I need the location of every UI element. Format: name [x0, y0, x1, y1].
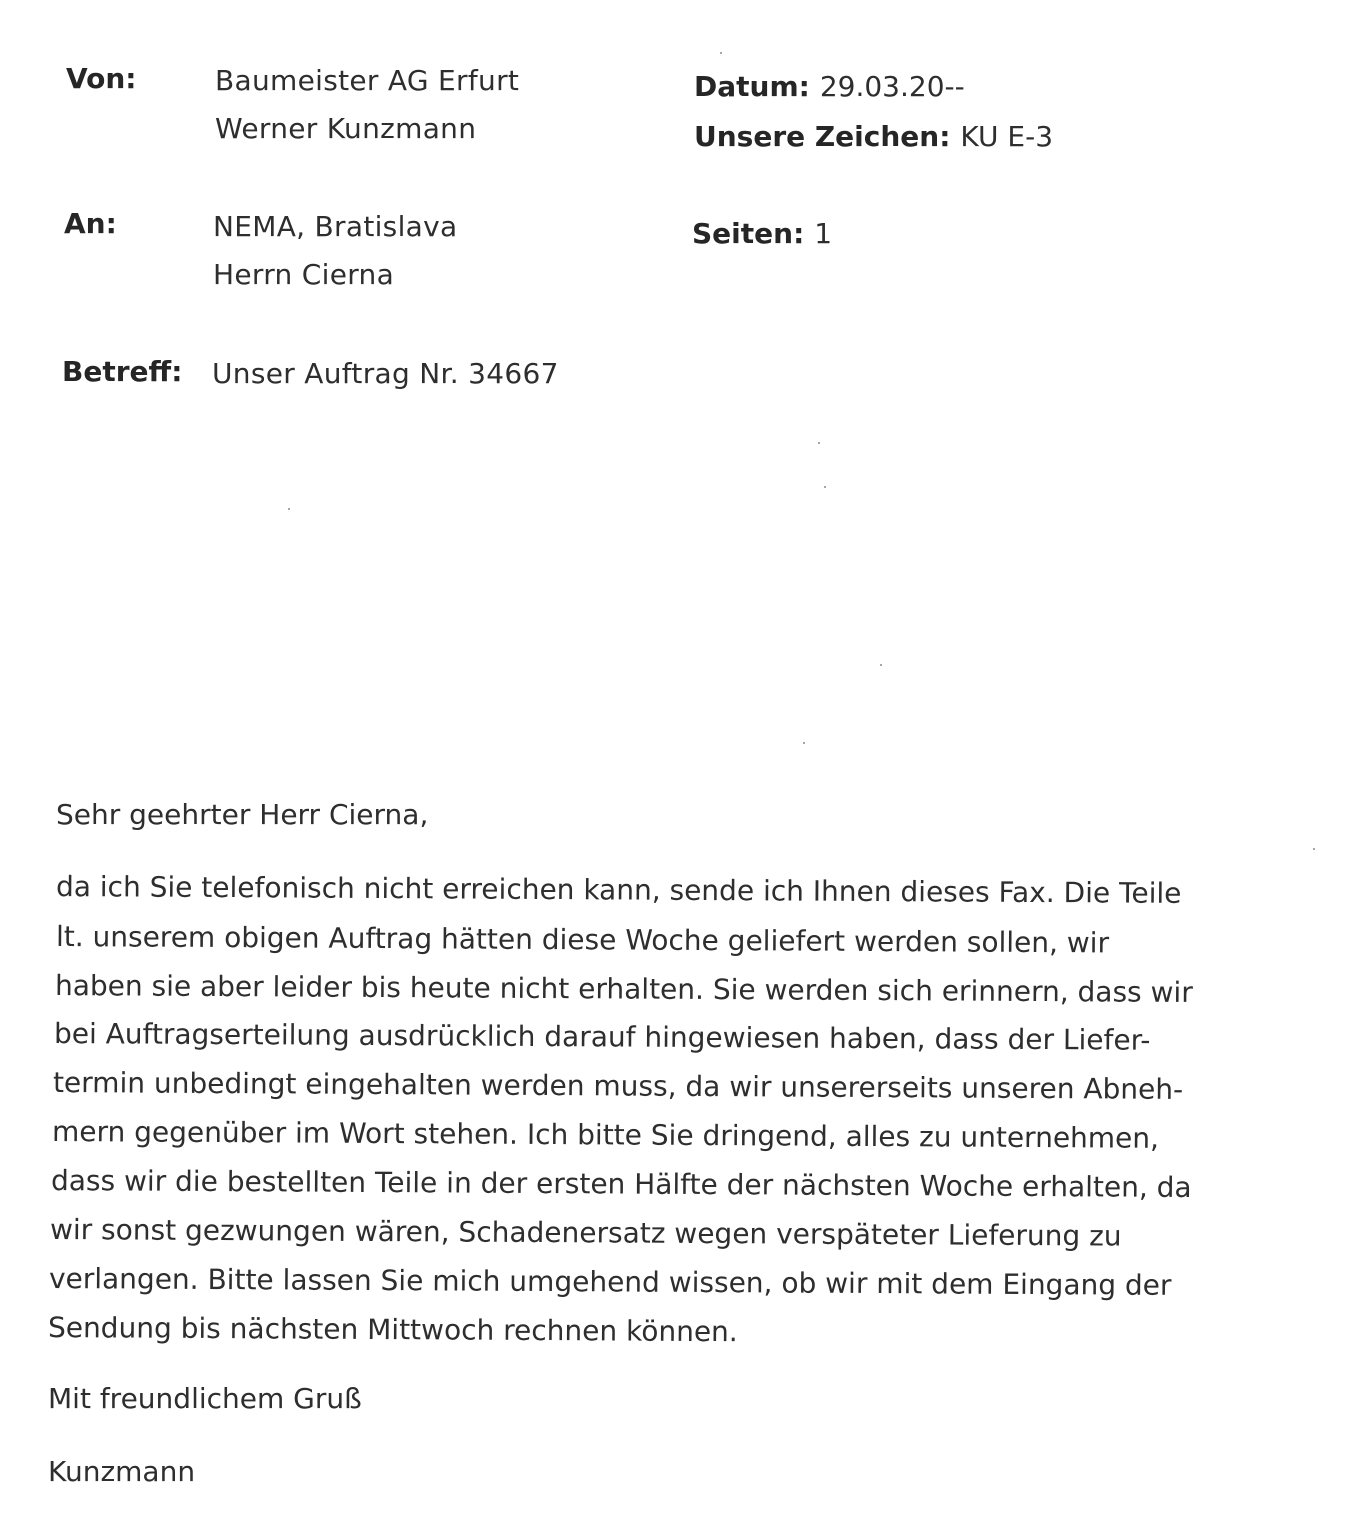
- body-line: Sendung bis nächsten Mittwoch rechnen können.: [47, 1311, 738, 1349]
- to-label: An:: [64, 207, 117, 240]
- date-row: [694, 70, 965, 103]
- to-company: NEMA, Bratislava: [213, 210, 458, 243]
- body-line: mern gegenüber im Wort stehen. Ich bitte Sie dringend, alles zu unternehmen,: [51, 1115, 1160, 1155]
- from-company: Baumeister AG Erfurt: [215, 64, 520, 97]
- reference-row: [694, 120, 1053, 153]
- body-line: haben sie aber leider bis heute nicht erhalten. Sie werden sich erinnern, dass wir: [54, 969, 1193, 1009]
- body-line: da ich Sie telefonisch nicht erreichen kann, sende ich Ihnen dieses Fax. Die Teile: [55, 870, 1182, 910]
- pages-value: 1: [814, 217, 833, 250]
- body-line: verlangen. Bitte lassen Sie mich umgehend wissen, ob wir mit dem Eingang der: [48, 1262, 1172, 1302]
- body-line: bei Auftragserteilung ausdrücklich darauf hingewiesen haben, dass der Liefer-: [53, 1017, 1151, 1057]
- from-label: Von:: [66, 62, 137, 95]
- pages-row: [692, 217, 832, 250]
- scan-speck: [818, 442, 820, 444]
- scan-speck: [1313, 848, 1315, 850]
- scan-speck: [720, 52, 722, 54]
- subject-value: Unser Auftrag Nr. 34667: [212, 357, 559, 390]
- pages-label: Seiten:: [692, 217, 805, 250]
- subject-label: Betreff:: [62, 355, 183, 388]
- signature: Kunzmann: [48, 1455, 196, 1488]
- reference-label: Unsere Zeichen:: [694, 120, 951, 153]
- to-person: Herrn Cierna: [213, 258, 395, 291]
- scan-speck: [880, 664, 882, 666]
- scan-speck: [824, 486, 826, 488]
- reference-value: KU E-3: [960, 120, 1054, 153]
- salutation: Sehr geehrter Herr Cierna,: [56, 798, 429, 831]
- body-line: wir sonst gezwungen wären, Schadenersatz wegen verspäteter Lieferung zu: [49, 1213, 1122, 1253]
- body-line: lt. unserem obigen Auftrag hätten diese Woche geliefert werden sollen, wir: [55, 920, 1110, 960]
- body-line: termin unbedingt eingehalten werden muss, da wir unsererseits unseren Abneh-: [52, 1066, 1184, 1106]
- date-value: 29.03.20--: [819, 70, 965, 103]
- from-person: Werner Kunzmann: [215, 112, 477, 145]
- date-label: Datum:: [694, 70, 810, 103]
- body-line: dass wir die bestellten Teile in der ersten Hälfte der nächsten Woche erhalten, da: [50, 1164, 1192, 1204]
- scan-speck: [803, 742, 805, 744]
- scan-speck: [288, 508, 290, 510]
- closing: Mit freundlichem Gruß: [48, 1382, 362, 1415]
